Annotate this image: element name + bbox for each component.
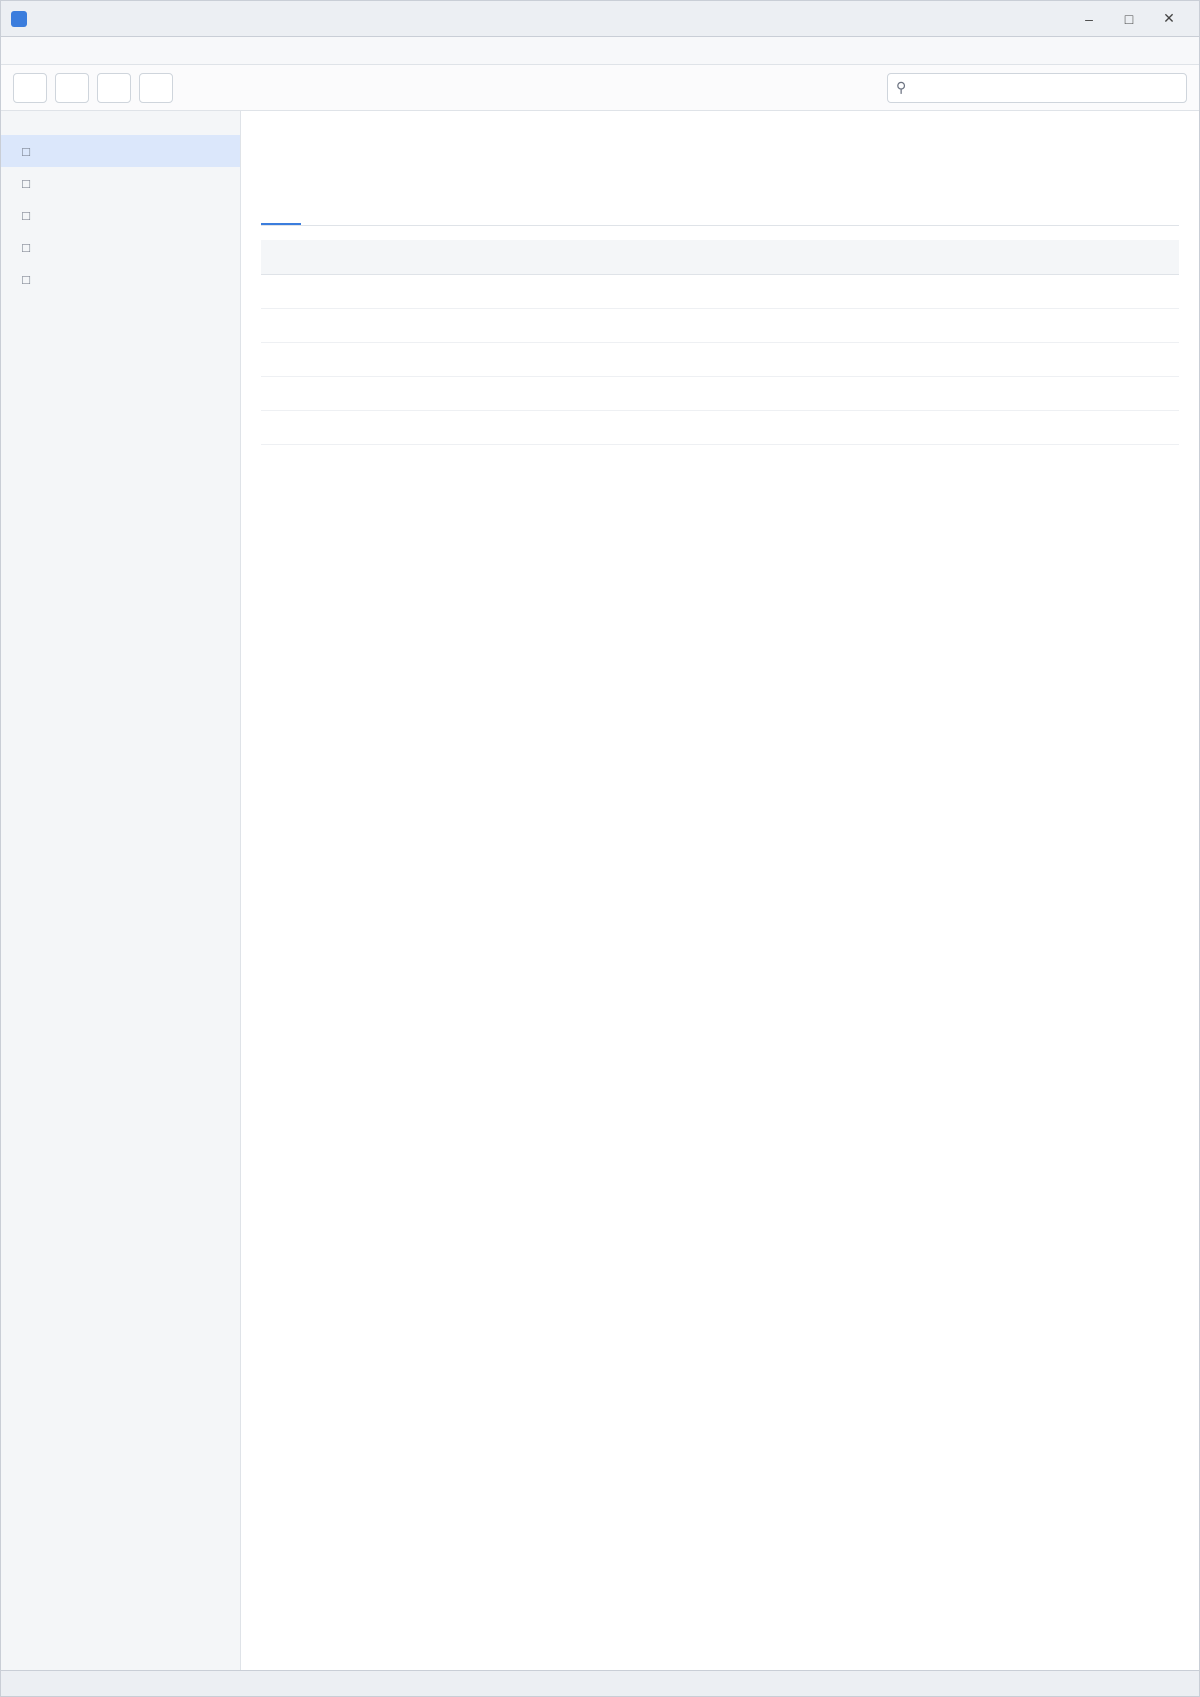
sidebar-item[interactable] [1, 199, 240, 231]
menu-item[interactable] [7, 47, 27, 55]
menu-bar [1, 37, 1199, 65]
breadcrumb [261, 127, 1179, 143]
table-cell [491, 274, 721, 308]
sidebar-heading [1, 123, 240, 135]
table-cell [720, 410, 950, 444]
tab[interactable] [261, 191, 301, 225]
table-row[interactable] [261, 274, 1179, 308]
maximize-icon[interactable]: □ [1124, 10, 1134, 27]
tab[interactable] [341, 191, 381, 225]
table-cell [261, 410, 491, 444]
folder-icon: □ [22, 239, 30, 255]
table-cell [720, 308, 950, 342]
table-row[interactable] [261, 342, 1179, 376]
app-icon [11, 11, 27, 27]
menu-item[interactable] [27, 47, 47, 55]
table-cell [491, 410, 721, 444]
menu-item[interactable] [47, 47, 67, 55]
table-cell [950, 376, 1180, 410]
toolbar-button[interactable] [13, 73, 47, 103]
table-cell [720, 274, 950, 308]
search-box [887, 73, 1187, 103]
tab[interactable] [301, 191, 341, 225]
table-cell [950, 410, 1180, 444]
content-area [1, 111, 1199, 1670]
menu-item[interactable] [67, 47, 87, 55]
status-bar [1, 1670, 1199, 1696]
data-table [261, 240, 1179, 445]
table-cell [491, 308, 721, 342]
tab-bar [261, 191, 1179, 226]
table-cell [261, 308, 491, 342]
table-cell [950, 274, 1180, 308]
sidebar [1, 111, 241, 1670]
column-header[interactable] [261, 240, 491, 274]
table-cell [950, 342, 1180, 376]
table-cell [720, 376, 950, 410]
toolbar-button[interactable] [55, 73, 89, 103]
close-icon[interactable]: ✕ [1163, 10, 1175, 26]
window-controls [1069, 5, 1189, 33]
table-cell [720, 342, 950, 376]
table-cell [950, 308, 1180, 342]
table-cell [491, 376, 721, 410]
table-header-row [261, 240, 1179, 274]
sidebar-item[interactable] [1, 263, 240, 295]
search-input[interactable] [912, 79, 1178, 96]
toolbar-button[interactable] [97, 73, 131, 103]
folder-icon: □ [22, 271, 30, 287]
column-header[interactable] [491, 240, 721, 274]
column-header[interactable] [950, 240, 1180, 274]
folder-icon: □ [22, 143, 30, 159]
table-cell [261, 342, 491, 376]
toolbar [1, 65, 1199, 111]
page-title [261, 149, 1179, 177]
minimize-icon[interactable]: – [1085, 10, 1093, 27]
title-bar [1, 1, 1199, 37]
toolbar-button[interactable] [139, 73, 173, 103]
column-header[interactable] [720, 240, 950, 274]
table-cell [491, 342, 721, 376]
table-row[interactable] [261, 410, 1179, 444]
table-row[interactable] [261, 308, 1179, 342]
sidebar-item[interactable] [1, 135, 240, 167]
sidebar-item[interactable] [1, 167, 240, 199]
sidebar-item[interactable] [1, 231, 240, 263]
menu-item[interactable] [87, 47, 107, 55]
main-pane [241, 111, 1199, 1670]
search-icon: ⚲ [896, 79, 907, 95]
table-row[interactable] [261, 376, 1179, 410]
folder-icon: □ [22, 175, 30, 191]
folder-icon: □ [22, 207, 30, 223]
table-cell [261, 274, 491, 308]
table-cell [261, 376, 491, 410]
